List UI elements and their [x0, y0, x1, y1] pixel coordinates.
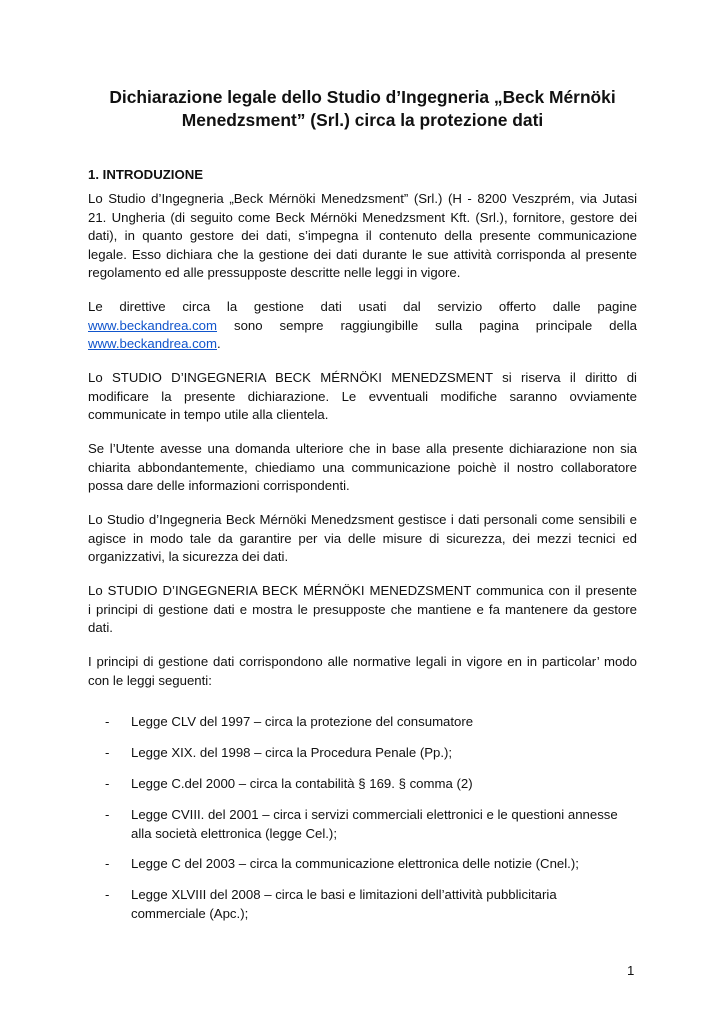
- list-bullet: -: [105, 856, 110, 871]
- paragraph-laws-intro: [88, 653, 637, 690]
- list-item-text: alla società elettronica (legge Cel.);: [131, 825, 337, 841]
- paragraph-line: Lo STUDIO D’INGEGNERIA BECK MÉRNÖKI MENEDZSMENT communica con il presente: [88, 583, 637, 598]
- page-number: 1: [627, 963, 635, 978]
- paragraph-text: sono sempre raggiungibille sulla pagina principale della: [233, 317, 637, 333]
- paragraph-line: I principi di gestione dati corrispondono alle normative legali in vigore en in particolar’ modo: [88, 654, 637, 669]
- list-item-text: commerciale (Apc.);: [131, 905, 249, 921]
- paragraph-line: [88, 335, 637, 354]
- paragraph-directives: [88, 298, 637, 354]
- paragraph-line: Lo Studio d’Ingegneria „Beck Mérnöki Menedzsment” (Srl.) (H - 8200 Veszprém, via Jutasi: [88, 191, 637, 206]
- paragraph-line: possa dare delle informazioni corrispondenti.: [88, 478, 350, 493]
- list-item-text: Legge C.del 2000 – circa la contabilità § 169. § comma (2): [131, 776, 473, 791]
- paragraph-line: agisce in modo tale da garantire per via delle misure di sicurezza, dei mezzi tecnici ed: [88, 530, 637, 546]
- paragraph-line: dati.: [88, 620, 113, 635]
- paragraph-principles: [88, 582, 637, 638]
- paragraph-line: Le direttive circa la gestione dati usati dal servizio offerto dalle pagine: [88, 299, 637, 314]
- paragraph-line: [88, 317, 637, 336]
- paragraph-line: 21. Ungheria (di seguito come Beck Mérnöki Menedzsment Kft. (Srl.), fornitore, gestore dei: [88, 209, 637, 225]
- paragraph-line: Se l’Utente avesse una domanda ulteriore che in base alla presente dichiarazione non sia: [88, 441, 637, 456]
- list-bullet: -: [105, 714, 110, 729]
- list-item-text: Legge CLV del 1997 – circa la protezione del consumatore: [131, 714, 474, 729]
- paragraph-line: communicate in tempo utile alla clientela.: [88, 407, 329, 422]
- paragraph-questions: [88, 440, 637, 496]
- paragraph-modifications: [88, 369, 637, 425]
- list-item-text: Legge XIX. del 1998 – circa la Procedura Penale (Pp.);: [131, 745, 453, 760]
- paragraph-security: [88, 511, 637, 567]
- website-link[interactable]: www.beckandrea.com: [88, 317, 218, 333]
- list-bullet: -: [105, 745, 110, 760]
- list-bullet: -: [105, 887, 110, 902]
- list-bullet: -: [105, 807, 110, 822]
- title-line-1: Dichiarazione legale dello Studio d’Ingegneria „Beck Mérnöki: [109, 87, 616, 107]
- paragraph-line: modificare la presente dichiarazione. Le evventuali modifiche saranno ovviamente: [88, 388, 637, 404]
- paragraph-text: .: [217, 336, 221, 351]
- list-bullet: -: [105, 776, 110, 791]
- list-item-text: Legge C del 2003 – circa la communicazione elettronica delle notizie (Cnel.);: [131, 856, 579, 871]
- paragraph-line: Lo STUDIO D’INGEGNERIA BECK MÉRNÖKI MENEDZSMENT si riserva il diritto di: [88, 370, 637, 385]
- list-item-text: Legge CVIII. del 2001 – circa i servizi commerciali elettronici e le questioni annesse: [131, 807, 618, 822]
- paragraph-line: Lo Studio d’Ingegneria Beck Mérnöki Menedzsment gestisce i dati personali come sensibili e: [88, 512, 637, 527]
- paragraph-line: regolamento ed alle pressupposte descritte nelle leggi in vigore.: [88, 265, 461, 280]
- paragraph-line: organizzativi, la sicurezza dei dati.: [88, 549, 289, 564]
- paragraph-line: dati), in quanto gestore dei dati, s’impegna il contenuto della presente communicazione: [88, 228, 637, 243]
- paragraph-intro: [88, 190, 637, 283]
- website-link[interactable]: www.beckandrea.com: [88, 336, 218, 351]
- section-heading: 1. INTRODUZIONE: [88, 167, 204, 182]
- paragraph-line: chiarita abbondantemente, chiediamo una communicazione poichè il nostro collaboratore: [88, 459, 637, 475]
- title-line-2: Menedzsment” (Srl.) circa la protezione dati: [181, 110, 544, 130]
- paragraph-line: con le leggi seguenti:: [88, 672, 212, 688]
- paragraph-line: legale. Esso dichiara che la gestione dei dati durante le sue attività corrisponda al presente: [88, 246, 637, 262]
- paragraph-line: i principi di gestione dati e mostra le presupposte che mantiene e fa mantenere da gestore: [88, 601, 637, 617]
- list-item-text: Legge XLVIII del 2008 – circa le basi e limitazioni dell’attività pubblicitaria: [131, 887, 557, 902]
- document-title: [88, 86, 637, 132]
